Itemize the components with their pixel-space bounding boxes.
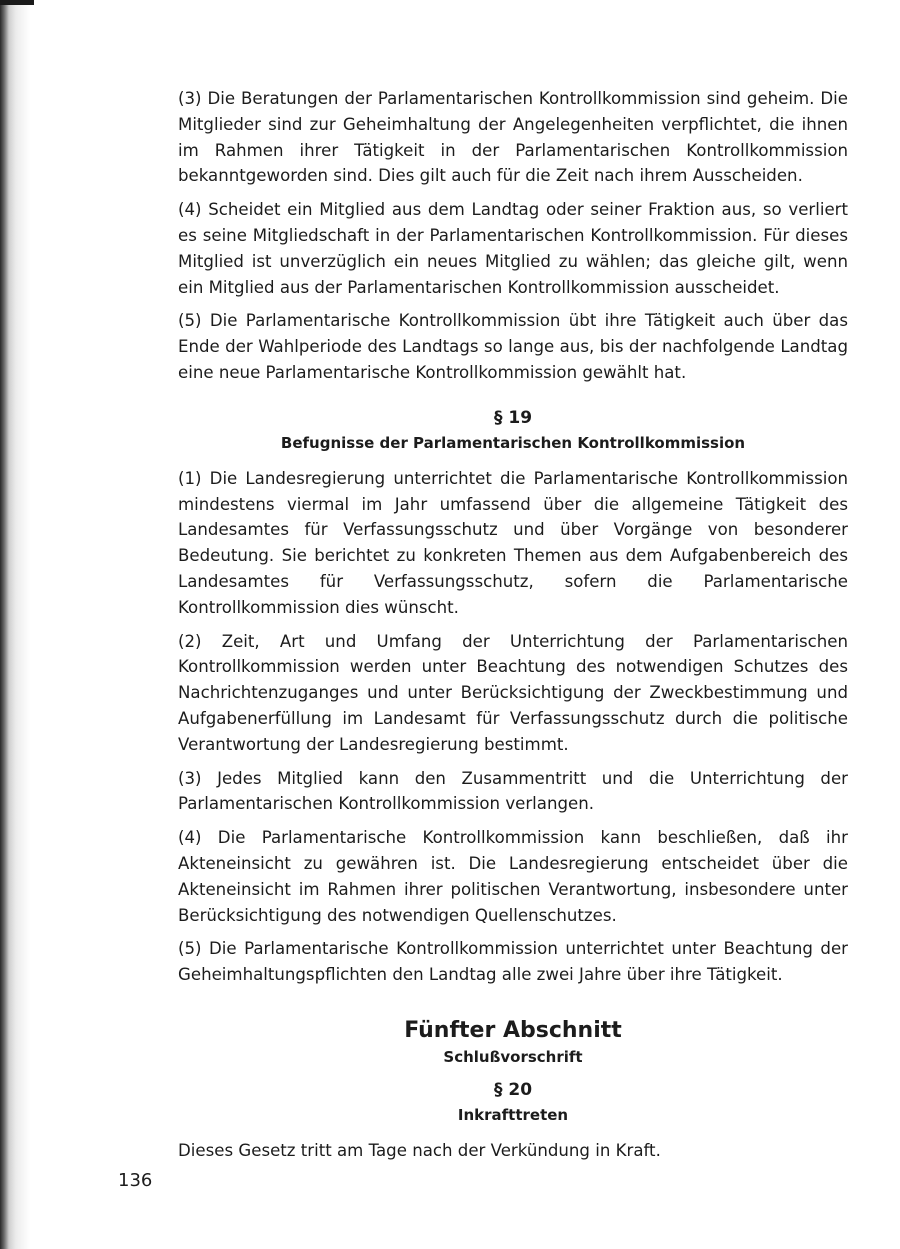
paragraph-19-1: (1) Die Landesregierung unterrichtet die Parlamentarische Kontrollkommission mindestens viermal im Jahr umfassend über die allgemeine Tätigkeit des Landesamtes für Verfassungsschutz und über Vorgänge von besonderer Bedeutung. Sie berichtet zu konkreten Themen aus dem Aufgabenbereich des Landesamtes für Verfassungsschutz, sofern die Parlamentarische Kontrollkommission dies wünscht. [178, 468, 848, 617]
paragraph-18-5: (5) Die Parlamentarische Kontrollkommission übt ihre Tätigkeit auch über das Ende der Wahlperiode des Landtags so lange aus, bis der nachfolgende Landtag eine neue Parlamentarische Kontrollkommission gewählt hat. [178, 311, 848, 382]
page-body [178, 86, 848, 1172]
binding-shadow [0, 0, 30, 1249]
page-number: 136 [118, 1170, 153, 1191]
paragraph-19-2: (2) Zeit, Art und Umfang der Unterrichtung der Parlamentarischen Kontrollkommission werden unter Beachtung des notwendigen Schutzes des Nachrichtenzuganges und unter Berücksichtigung der Zweckbestimmung und Aufgabenerfüllung im Landesamt für Verfassungsschutz durch die politische Verantwortung der Landesregierung bestimmt. [178, 631, 848, 754]
section-19-number: § 19 [493, 407, 533, 428]
section-20-number: § 20 [493, 1079, 533, 1100]
paragraph-20: Dieses Gesetz tritt am Tage nach der Verkündung in Kraft. [178, 1140, 661, 1160]
binding-corner-mark [0, 0, 34, 5]
paragraph-19-4: (4) Die Parlamentarische Kontrollkommission kann beschließen, daß ihr Akteneinsicht zu gewähren ist. Die Landesregierung entscheidet über die Akteneinsicht im Rahmen ihrer politischen Verantwortung, insbesondere unter Berücksichtigung des notwendigen Quellenschutzes. [178, 828, 848, 925]
paragraph-18-4: (4) Scheidet ein Mitglied aus dem Landtag oder seiner Fraktion aus, so verliert es seine Mitgliedschaft in der Parlamentarischen Kontrollkommission. Für dieses Mitglied ist unverzüglich ein neues Mitglied zu wählen; das gleiche gilt, wenn ein Mitglied aus der Parlamentarischen Kontrollkommission ausscheidet. [178, 200, 848, 297]
chapter-subheading: Schlußvorschrift [443, 1047, 583, 1066]
paragraph-19-3: (3) Jedes Mitglied kann den Zusammentritt und die Unterrichtung der Parlamentarischen Kontrollkommission verlangen. [178, 768, 848, 814]
section-19-title: Befugnisse der Parlamentarischen Kontrollkommission [280, 433, 746, 452]
section-20-title: Inkrafttreten [457, 1105, 569, 1124]
paragraph-18-3: (3) Die Beratungen der Parlamentarischen Kontrollkommission sind geheim. Die Mitglieder sind zur Geheimhaltung der Angelegenheiten verpflichtet, die ihnen im Rahmen ihrer Tätigkeit in der Parlamentarischen Kontrollkommission bekanntgeworden sind. Dies gilt auch für die Zeit nach ihrem Ausscheiden. [178, 89, 848, 186]
paragraph-19-5: (5) Die Parlamentarische Kontrollkommission unterrichtet unter Beachtung der Geheimhaltungspflichten den Landtag alle zwei Jahre über ihre Tätigkeit. [178, 939, 848, 985]
chapter-heading: Fünfter Abschnitt [404, 1017, 622, 1043]
